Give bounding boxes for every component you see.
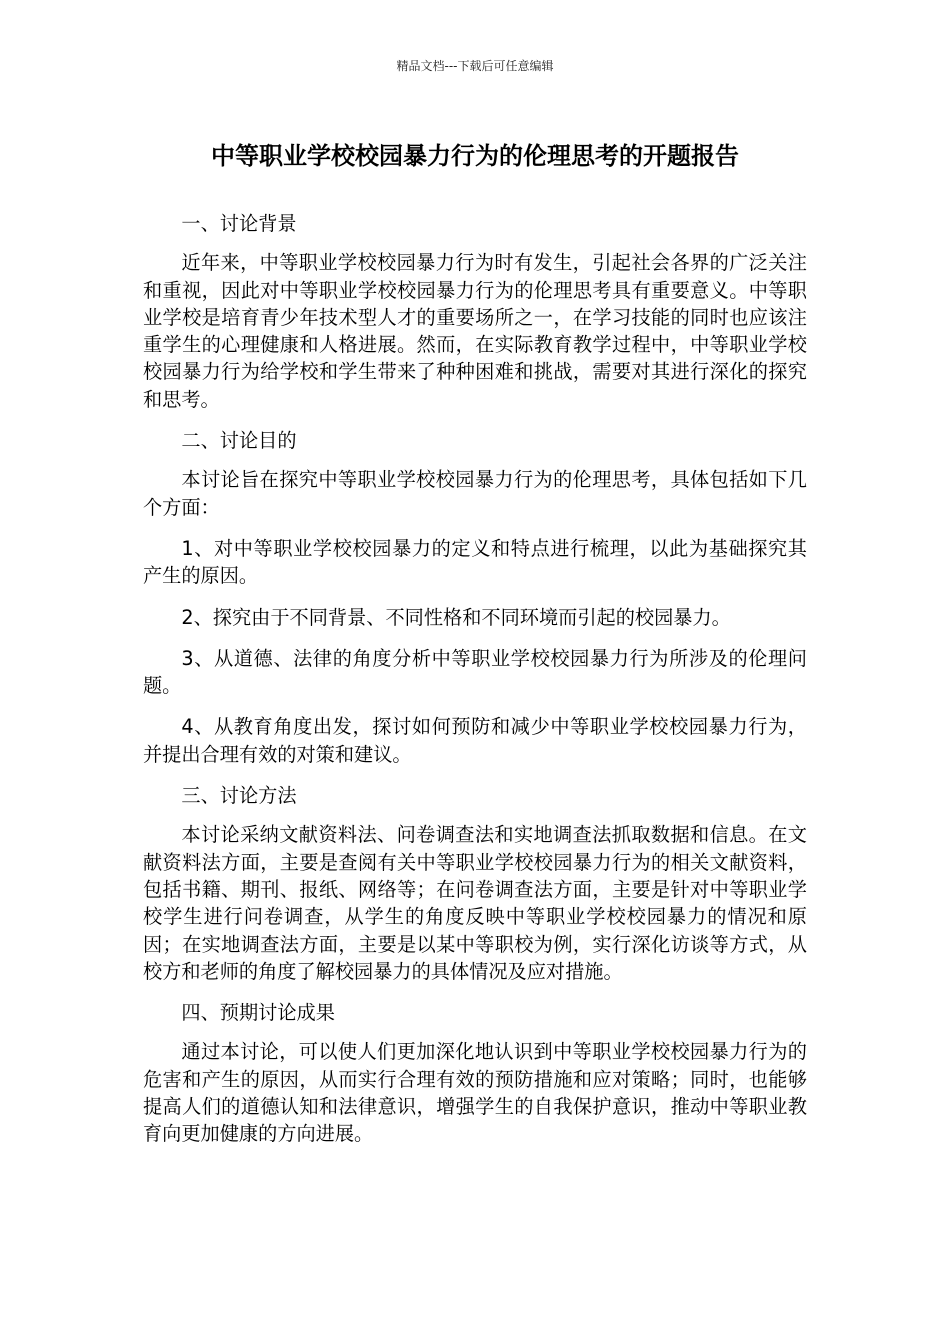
- paragraph-outcomes: 通过本讨论，可以使人们更加深化地认识到中等职业学校校园暴力行为的危害和产生的原因，从而实行合理有效的预防措施和应对策略；同时，也能够提高人们的道德认知和法律意识，增强学生的自我保护意识，推动中等职业教育向更加健康的方向进展。: [143, 1040, 807, 1146]
- paragraph-purpose-intro: 本讨论旨在探究中等职业学校校园暴力行为的伦理思考，具体包括如下几个方面：: [143, 468, 807, 519]
- list-item-purpose-2: 2、探究由于不同背景、不同性格和不同环境而引起的校园暴力。: [181, 605, 731, 629]
- list-item-purpose-1: 1、对中等职业学校校园暴力的定义和特点进行梳理，以此为基础探究其产生的原因。: [143, 536, 807, 588]
- list-item-purpose-3: 3、从道德、法律的角度分析中等职业学校校园暴力行为所涉及的伦理问题。: [143, 646, 807, 698]
- section-heading-method: 三、讨论方法: [181, 784, 297, 808]
- document-title: 中等职业学校校园暴力行为的伦理思考的开题报告: [211, 142, 739, 170]
- section-heading-purpose: 二、讨论目的: [181, 429, 297, 453]
- list-item-purpose-4: 4、从教育角度出发，探讨如何预防和减少中等职业学校校园暴力行为，并提出合理有效的对策和建议。: [143, 715, 807, 766]
- section-heading-background: 一、讨论背景: [181, 212, 297, 235]
- paragraph-method: 本讨论采纳文献资料法、问卷调查法和实地调查法抓取数据和信息。在文献资料法方面，主要是查阅有关中等职业学校校园暴力行为的相关文献资料，包括书籍、期刊、报纸、网络等；在问卷调查法方面，主要是针对中等职业学校学生进行问卷调查，从学生的角度反映中等职业学校校园暴力的情况和原因；在实地调查法方面，主要是以某中等职校为例，实行深化访谈等方式，从校方和老师的角度了解校园暴力的具体情况及应对措施。: [143, 823, 807, 983]
- header-note: 精品文档---下载后可任意编辑: [396, 59, 554, 73]
- paragraph-background: 近年来，中等职业学校校园暴力行为时有发生，引起社会各界的广泛关注和重视，因此对中等职业学校校园暴力行为的伦理思考具有重要意义。中等职业学校是培育青少年技术型人才的重要场所之一，在学习技能的同时也应该注重学生的心理健康和人格进展。然而，在实际教育教学过程中，中等职业学校校园暴力行为给学校和学生带来了种种困难和挑战，需要对其进行深化的探究和思考。: [143, 251, 807, 411]
- section-heading-outcomes: 四、预期讨论成果: [181, 1001, 335, 1025]
- document-body: [143, 210, 807, 1162]
